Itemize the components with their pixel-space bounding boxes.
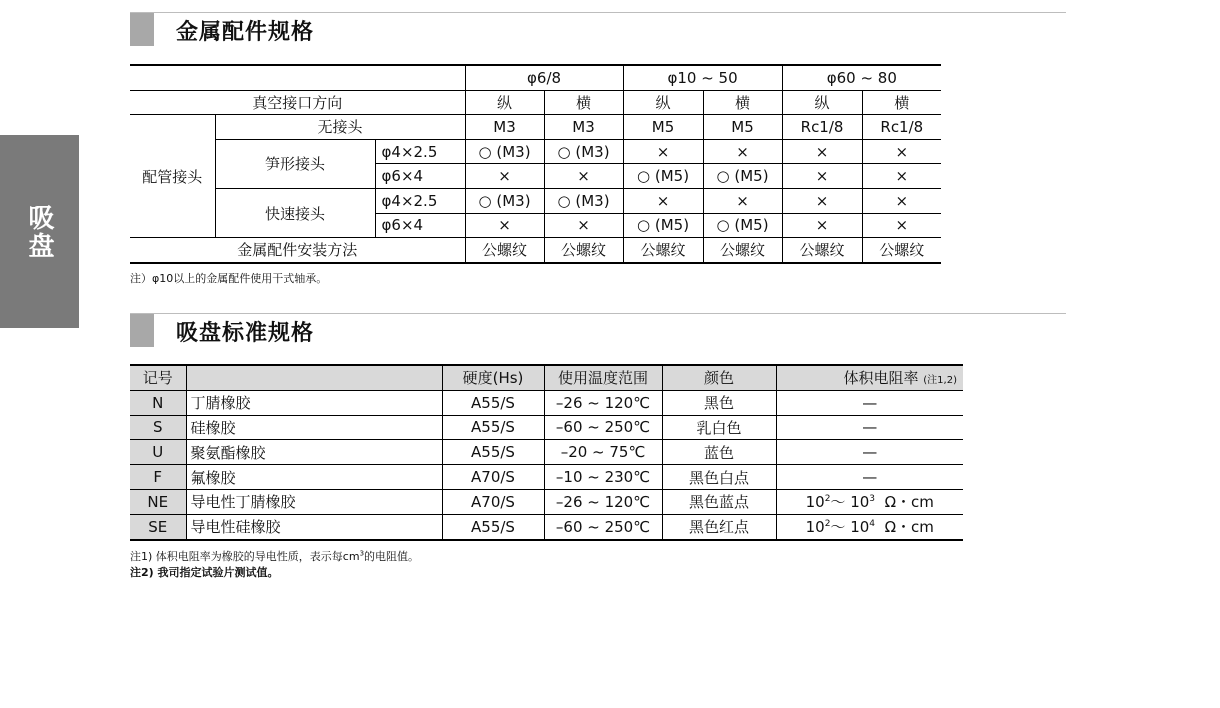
table-cell: M5 <box>703 115 782 140</box>
resistivity-cell: — <box>776 440 963 465</box>
table-cell: × <box>623 188 703 213</box>
table-cell: × <box>465 164 544 189</box>
resistivity-exponent: 2 <box>824 519 831 530</box>
symbol-cell: U <box>130 440 186 465</box>
table-cell: ○ (M5) <box>703 213 782 238</box>
table-cell: 公螺纹 <box>703 238 782 263</box>
table-cell: ○ (M3) <box>544 139 623 164</box>
resistivity-cell <box>776 514 963 539</box>
temperature-cell: –10 ~ 230℃ <box>544 465 662 490</box>
table-cell: 公螺纹 <box>862 238 941 263</box>
section1-note: 注）φ10以上的金属配件使用干式轴承。 <box>130 272 328 285</box>
resistivity-base: ～ 10 <box>830 493 870 512</box>
table-cell: 横 <box>703 90 782 115</box>
spec-header-row <box>130 365 963 390</box>
symbol-header: 记号 <box>130 365 186 390</box>
material-cell: 硅橡胶 <box>186 415 442 440</box>
resistivity-header <box>776 365 963 390</box>
resistivity-base: ～ 10 <box>830 518 870 537</box>
temperature-header: 使用温度范围 <box>544 365 662 390</box>
table-cell: 纵 <box>465 90 544 115</box>
table-cell: M5 <box>623 115 703 140</box>
section1-top-rule <box>130 12 1066 13</box>
table-cell: M3 <box>544 115 623 140</box>
no-fitting-label: 无接头 <box>215 115 465 140</box>
table-cell: × <box>544 164 623 189</box>
resistivity-unit: Ω・cm <box>884 518 934 537</box>
table-row <box>130 514 963 539</box>
table-cell: × <box>862 188 941 213</box>
table-cell: ○ (M3) <box>544 188 623 213</box>
size-header-row <box>130 65 941 90</box>
section2-title: 吸盘标准规格 <box>176 321 315 346</box>
section2-note2: 注2) 我司指定试验片测试值。 <box>130 566 279 579</box>
color-cell: 黑色红点 <box>662 514 776 539</box>
table-row <box>130 415 963 440</box>
symbol-cell: N <box>130 390 186 415</box>
color-cell: 蓝色 <box>662 440 776 465</box>
table-cell: ○ (M5) <box>623 213 703 238</box>
resistivity-exponent: 3 <box>869 494 876 505</box>
color-cell: 黑色 <box>662 390 776 415</box>
table-cell: ○ (M5) <box>703 164 782 189</box>
quick-row <box>130 188 941 213</box>
resistivity-cell: — <box>776 465 963 490</box>
table-cell: 公螺纹 <box>544 238 623 263</box>
temperature-cell: –26 ~ 120℃ <box>544 390 662 415</box>
hardness-cell: A55/S <box>442 390 544 415</box>
size-header: φ6/8 <box>465 65 623 90</box>
material-cell: 导电性丁腈橡胶 <box>186 489 442 514</box>
table-cell: × <box>782 188 862 213</box>
resistivity-base: 10 <box>805 518 825 537</box>
hardness-cell: A55/S <box>442 415 544 440</box>
table-cell: ○ (M3) <box>465 188 544 213</box>
size-header: φ10 ~ 50 <box>623 65 782 90</box>
section2-top-rule <box>130 313 1066 314</box>
table-cell: Rc1/8 <box>862 115 941 140</box>
color-cell: 黑色白点 <box>662 465 776 490</box>
tube-size: φ6×4 <box>375 164 465 189</box>
table-cell: ○ (M3) <box>465 139 544 164</box>
table-cell: 纵 <box>782 90 862 115</box>
color-cell: 黑色蓝点 <box>662 489 776 514</box>
resistivity-exponent: 4 <box>869 519 876 530</box>
table-cell: × <box>782 164 862 189</box>
tube-size: φ6×4 <box>375 213 465 238</box>
material-cell: 导电性硅橡胶 <box>186 514 442 539</box>
table-row <box>130 489 963 514</box>
tube-size: φ4×2.5 <box>375 139 465 164</box>
table-cell: ○ (M5) <box>623 164 703 189</box>
side-tab-label: 吸盘 <box>24 203 54 260</box>
table-cell: 横 <box>862 90 941 115</box>
temperature-cell: –26 ~ 120℃ <box>544 489 662 514</box>
table-cell: × <box>623 139 703 164</box>
material-cell: 聚氨酯橡胶 <box>186 440 442 465</box>
resistivity-cell: — <box>776 415 963 440</box>
temperature-cell: –20 ~ 75℃ <box>544 440 662 465</box>
tube-size: φ4×2.5 <box>375 188 465 213</box>
table-cell: × <box>782 139 862 164</box>
pad-standard-spec-table <box>130 364 963 541</box>
table-row <box>130 390 963 415</box>
symbol-cell: NE <box>130 489 186 514</box>
table-cell: × <box>782 213 862 238</box>
note1-superscript: 3 <box>359 549 365 558</box>
section2-marker <box>130 314 154 347</box>
note1-text: 注1) 体积电阻率为橡胶的导电性质，表示每cm <box>130 550 360 563</box>
mount-method-label: 金属配件安装方法 <box>130 238 465 263</box>
section1-marker <box>130 13 154 46</box>
resistivity-header-note: (注1,2) <box>923 375 957 387</box>
direction-row <box>130 90 941 115</box>
table-cell: 纵 <box>623 90 703 115</box>
symbol-cell: F <box>130 465 186 490</box>
table-row <box>130 440 963 465</box>
side-category-tab <box>0 135 79 328</box>
hardness-cell: A55/S <box>442 514 544 539</box>
section2-note1 <box>130 548 419 564</box>
hardness-header: 硬度(Hs) <box>442 365 544 390</box>
table-cell: Rc1/8 <box>782 115 862 140</box>
hardness-cell: A55/S <box>442 440 544 465</box>
table-cell: 公螺纹 <box>782 238 862 263</box>
mount-method-row <box>130 238 941 263</box>
hardness-cell: A70/S <box>442 489 544 514</box>
barb-row <box>130 139 941 164</box>
material-cell: 氟橡胶 <box>186 465 442 490</box>
direction-label: 真空接口方向 <box>130 90 465 115</box>
table-cell: × <box>862 139 941 164</box>
table-row <box>130 465 963 490</box>
table-corner <box>130 65 465 90</box>
material-header <box>186 365 442 390</box>
table-cell: × <box>703 188 782 213</box>
temperature-cell: –60 ~ 250℃ <box>544 514 662 539</box>
resistivity-header-label: 体积电阻率 <box>843 369 919 388</box>
symbol-cell: SE <box>130 514 186 539</box>
resistivity-exponent: 2 <box>824 494 831 505</box>
note1-text-end: 的电阻值。 <box>364 550 420 563</box>
metal-fitting-spec-table <box>130 64 941 264</box>
section1-title: 金属配件规格 <box>176 20 315 45</box>
table-cell: 公螺纹 <box>623 238 703 263</box>
table-cell: × <box>703 139 782 164</box>
hardness-cell: A70/S <box>442 465 544 490</box>
table-cell: 横 <box>544 90 623 115</box>
color-header: 颜色 <box>662 365 776 390</box>
material-cell: 丁腈橡胶 <box>186 390 442 415</box>
table-cell: × <box>862 213 941 238</box>
temperature-cell: –60 ~ 250℃ <box>544 415 662 440</box>
table-cell: × <box>862 164 941 189</box>
table-cell: M3 <box>465 115 544 140</box>
quick-fitting-label: 快速接头 <box>215 188 375 237</box>
resistivity-cell <box>776 489 963 514</box>
pipe-fitting-label: 配管接头 <box>130 115 215 238</box>
barb-fitting-label: 笋形接头 <box>215 139 375 188</box>
table-cell: 公螺纹 <box>465 238 544 263</box>
resistivity-unit: Ω・cm <box>884 493 934 512</box>
table-cell: × <box>465 213 544 238</box>
table-cell: × <box>544 213 623 238</box>
color-cell: 乳白色 <box>662 415 776 440</box>
symbol-cell: S <box>130 415 186 440</box>
resistivity-base: 10 <box>805 493 825 512</box>
resistivity-cell: — <box>776 390 963 415</box>
size-header: φ60 ~ 80 <box>782 65 941 90</box>
no-fitting-row <box>130 115 941 140</box>
